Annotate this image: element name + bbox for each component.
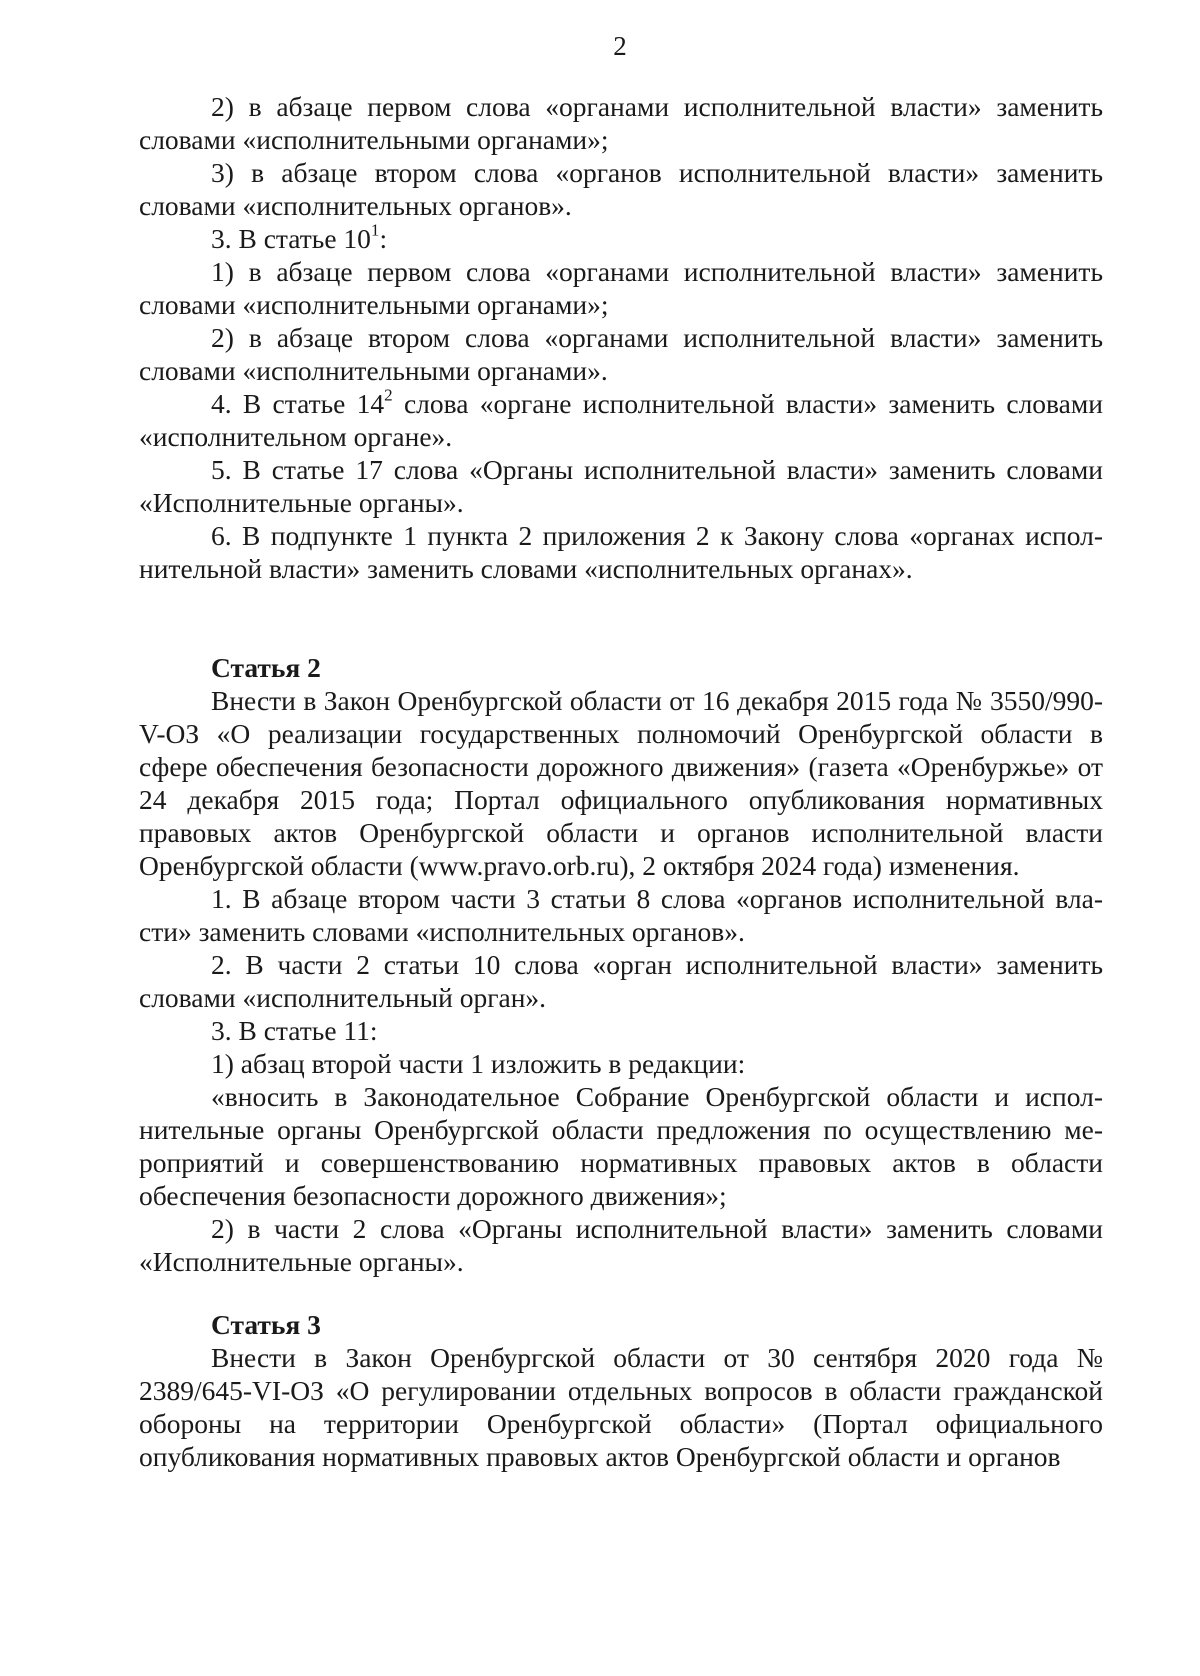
- item4-text-end: слова «органе исполнительной власти» заменить словами «исполнительном органе».: [139, 388, 1103, 452]
- paragraph: 3. В статье 11:: [211, 1015, 378, 1046]
- paragraph: 2) в абзаце втором слова «органами исполнительной власти» заменить словами «исполнительными органами».: [139, 322, 1103, 386]
- item4-text-start: 4. В статье 14: [211, 388, 385, 419]
- paragraph: 2. В части 2 статьи 10 слова «орган исполнительной власти» заменить словами «исполнительный орган».: [139, 949, 1103, 1013]
- paragraph: 1) в абзаце первом слова «органами исполнительной власти» заменить словами «исполнительными органами»;: [139, 256, 1103, 320]
- page-number: 2: [613, 31, 627, 61]
- item3-heading-colon: :: [379, 223, 388, 254]
- item3-heading-text: 3. В статье 10: [211, 223, 371, 254]
- paragraph: 6. В подпункте 1 пункта 2 приложения 2 к Закону слова «органах исполнительной власти» заменить словами «исполнительных органах».: [139, 520, 1103, 584]
- paragraph: [139, 222, 1103, 255]
- paragraph: 3) в абзаце втором слова «органов исполнительной власти» заменить словами «исполнительных органов».: [139, 157, 1103, 221]
- paragraph: 1. В абзаце втором части 3 статьи 8 слова «органов исполнительной власти» заменить словами «исполнительных органов».: [139, 883, 1103, 947]
- paragraph: 2) в абзаце первом слова «органами исполнительной власти» заменить словами «исполнительными органами»;: [139, 91, 1103, 155]
- document-body: [139, 90, 1103, 1473]
- paragraph: Внести в Закон Оренбургской области от 16 декабря 2015 года № 3550/990-V-ОЗ «О реализации государственных полномочий Оренбургской области в сфере обеспечения безопасности дорожного движения» (газета «Оренбуржье» от 24 декабря 2015 года; Портал официального опубликования нормативных правовых актов Оренбургской области и органов исполнительной власти Оренбургской области (www.pravo.orb.ru), 2 октября 2024 года) изменения.: [139, 685, 1103, 881]
- paragraph: 5. В статье 17 слова «Органы исполнительной власти» заменить словами «Исполнительные органы».: [139, 454, 1103, 518]
- article-2-title: Статья 2: [211, 652, 321, 683]
- paragraph: 2) в части 2 слова «Органы исполнительной власти» заменить словами «Исполнительные органы».: [139, 1213, 1103, 1277]
- paragraph: Внести в Закон Оренбургской области от 30 сентября 2020 года № 2389/645-VI-ОЗ «О регулировании отдельных вопросов в области гражданской обороны на территории Оренбургской области» (Портал официального опубликования нормативных правовых актов Оренбургской области и органов: [139, 1342, 1103, 1472]
- spacer: [139, 1278, 1103, 1308]
- paragraph: [139, 387, 1103, 453]
- spacer: [139, 585, 1103, 651]
- article-3-title: Статья 3: [211, 1309, 321, 1340]
- superscript: 2: [384, 385, 393, 405]
- paragraph: 1) абзац второй части 1 изложить в редакции:: [211, 1048, 746, 1079]
- paragraph: «вносить в Законодательное Собрание Оренбургской области и исполнительные органы Оренбургской области предложения по осуществлению мероприятий и совершенствованию нормативных правовых актов в области обеспечения безопасности дорожного движения»;: [139, 1081, 1103, 1211]
- superscript: 1: [370, 220, 380, 240]
